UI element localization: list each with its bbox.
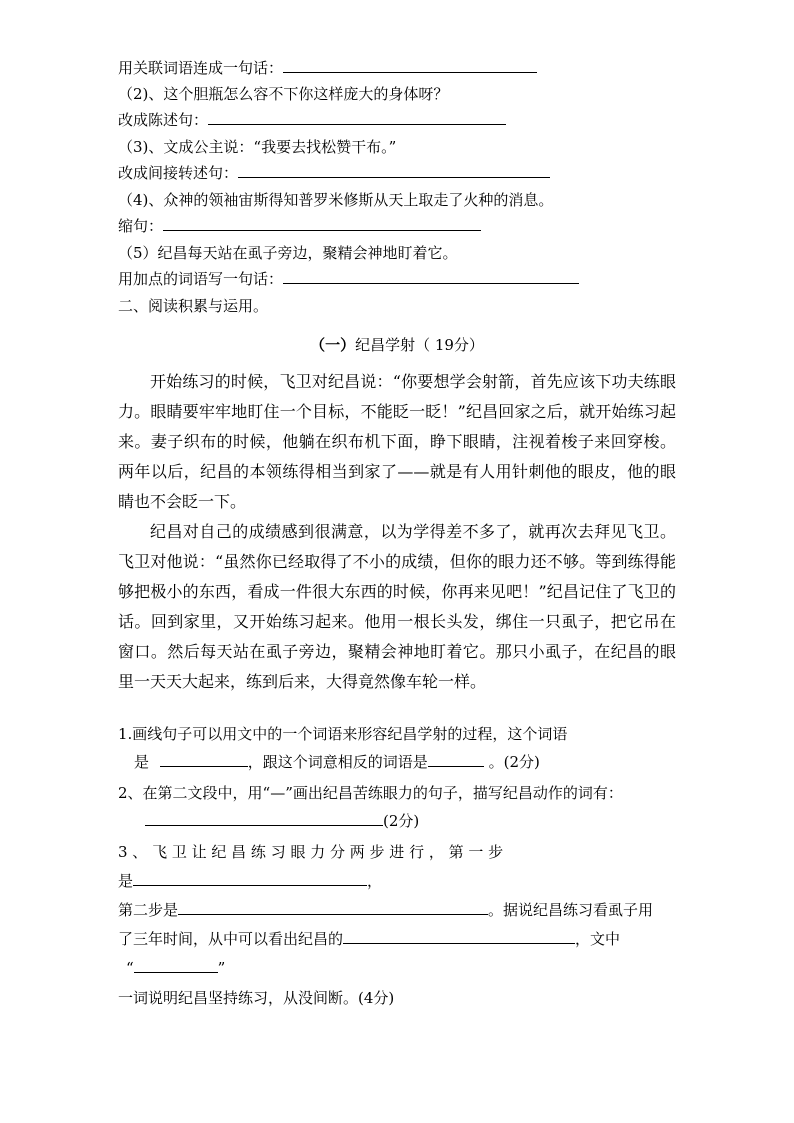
q2-blank[interactable] [145,811,383,826]
q3-line-d [118,929,676,949]
answer-blank[interactable] [163,216,481,231]
q1-is: 是 [134,753,150,771]
q1-blank-word[interactable] [160,752,248,767]
q3-comma: ， [367,872,383,890]
q3-line-c [118,900,676,920]
indirect-speech-line [118,163,550,183]
question-4: （4)、众神的领袖宙斯得知普罗米修斯从天上取走了火种的消息。 [118,191,554,209]
q3-blank-word[interactable] [134,958,218,973]
q3-step2-label: 第二步是 [118,901,179,919]
q1-score: 。(2分) [488,753,540,771]
q3-is: 是 [118,872,134,890]
question-5: （5）纪昌每天站在虱子旁边，聚精会神地盯着它。 [118,244,458,262]
q3-close-quote: ” [217,959,226,977]
q1-line-b [134,752,692,772]
sentence-making-line [118,269,579,289]
q1-blank-antonym[interactable] [428,752,484,767]
q2-line-b [145,811,703,831]
part-two-heading: 二、阅读积累与运用。 [118,297,269,315]
answer-blank[interactable] [283,269,579,284]
shorten-label: 缩句： [118,217,164,235]
q3-blank-quality[interactable] [343,929,575,944]
declarative-line [118,110,506,130]
declarative-label: 改成陈述句： [118,111,209,129]
q3-blank-step2[interactable] [178,900,488,915]
q2-line-a: 2、在第二文段中，用“—”画出纪昌苦练眼力的句子，描写纪昌动作的词有： [118,784,623,802]
indirect-speech-label: 改成间接转述句： [118,164,239,182]
reading-title-text: 纪昌学射（ 19分） [355,336,484,354]
reading-title-number: （一） [310,336,356,354]
q3-text-g: ，文中 [575,930,621,948]
q3-text-e: 。据说纪昌练习看虱子用 [488,901,654,919]
sentence-making-label: 用加点的词语写一句话： [118,270,284,288]
question-2: （2)、这个胆瓶怎么容不下你这样庞大的身体呀？ [118,85,449,103]
reading-title [0,334,794,355]
q2-score: (2分) [383,812,420,830]
link-sentence-line [118,58,537,78]
passage-paragraph-2: 纪昌对自己的成绩感到很满意，以为学得差不多了，就再次去拜见飞卫。飞卫对他说：“虽然你已经取得了不小的成绩，但你的眼力还不够。等到练得能够把极小的东西，看成一件很大东西的时候，你再来见吧！”纪昌记住了飞卫的话。回到家里，又开始练习起来。他用一根长头发，绑住一只虱子，把它吊在窗口。然后每天站在虱子旁边，聚精会神地盯着它。那只小虱子，在纪昌的眼里一天天大起来，练到后来，大得竟然像车轮一样。 [118,522,676,691]
answer-blank[interactable] [238,163,550,178]
q3-line-b [118,871,676,891]
q3-line-e [126,958,684,978]
answer-blank[interactable] [283,58,537,73]
q1-line-a: 1.画线句子可以用文中的一个词语来形容纪昌学射的过程，这个词语 [118,725,568,743]
link-sentence-label: 用关联词语连成一句话： [118,59,284,77]
q3-line-f: 一词说明纪昌坚持练习，从没间断。(4分) [118,989,395,1007]
answer-blank[interactable] [208,110,506,125]
q3-open-quote: “ [126,959,134,977]
passage-paragraph-1: 开始练习的时候，飞卫对纪昌说：“你要想学会射箭，首先应该下功夫练眼力。眼睛要牢牢地盯住一个目标，不能眨一眨！”纪昌回家之后，就开始练习起来。妻子织布的时候，他躺在织布机下面，睁下眼睛，注视着梭子来回穿梭。两年以后，纪昌的本领练得相当到家了——就是有人用针刺他的眼皮，他的眼睛也不会眨一下。 [118,372,676,511]
shorten-line [118,216,481,236]
reading-passage [118,367,676,697]
question-3: （3)、文成公主说：“我要去找松赞干布。” [118,138,397,156]
q3-text-f: 了三年时间，从中可以看出纪昌的 [118,930,344,948]
q1-antonym-label: ，跟这个词意相反的词语是 [247,753,428,771]
q3-line-a: 3 、 飞 卫 让 纪 昌 练 习 眼 力 分 两 步 进 行 ， 第 一 步 [118,843,504,861]
q3-blank-step1[interactable] [133,871,367,886]
